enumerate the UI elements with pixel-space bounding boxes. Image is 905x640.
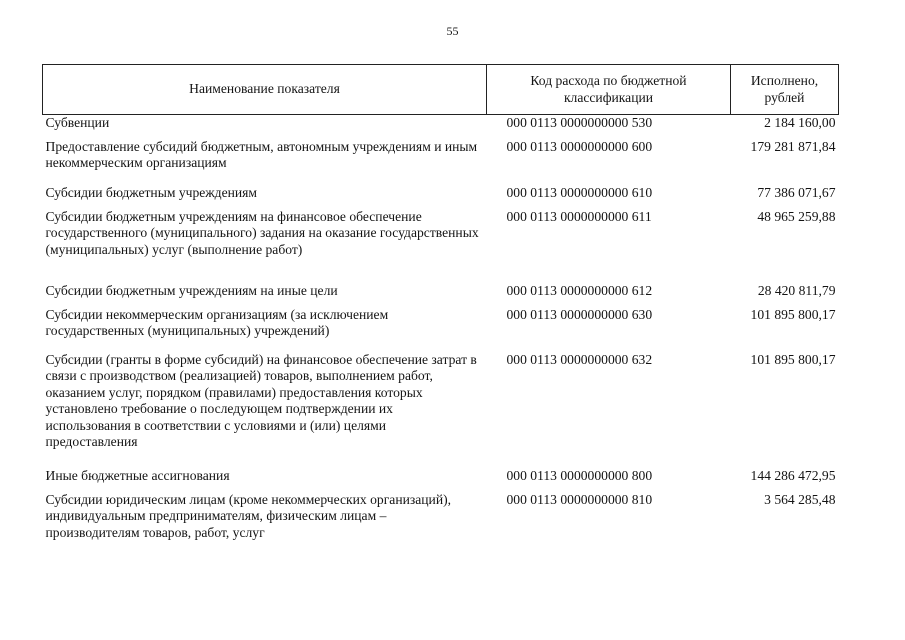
- row-code: 000 0113 0000000000 810: [506, 491, 653, 507]
- row-name: Предоставление субсидий бюджетным, автономным учреждениям и иным некоммерческим организациям: [45, 138, 478, 170]
- table-body: [43, 115, 839, 548]
- header-row: [43, 65, 839, 115]
- table-row: [43, 352, 839, 468]
- row-code: 000 0113 0000000000 611: [506, 208, 652, 224]
- row-amount: 101 895 800,17: [750, 306, 836, 322]
- table-header: [43, 65, 839, 115]
- row-amount: 48 965 259,88: [757, 208, 836, 224]
- row-name: Субсидии юридическим лицам (кроме некоммерческих организаций), индивидуальным предпринимателям, физическим лицам – производителям товаров, работ, услуг: [45, 491, 452, 540]
- row-code: 000 0113 0000000000 612: [506, 282, 653, 298]
- table-row: [43, 115, 839, 139]
- page-number: 55: [446, 24, 459, 38]
- header-budget-code: Код расхода по бюджетной классификации: [487, 65, 731, 115]
- row-name: Субвенции: [45, 115, 110, 130]
- header-indicator-name: Наименование показателя: [43, 65, 487, 115]
- row-code: 000 0113 0000000000 632: [506, 351, 653, 367]
- row-amount: 2 184 160,00: [764, 115, 836, 130]
- table-row: [43, 209, 839, 283]
- row-code: 000 0113 0000000000 630: [506, 306, 653, 322]
- row-name: Субсидии (гранты в форме субсидий) на финансовое обеспечение затрат в связи с производством (реализацией) товаров, выполнением работ, оказанием услуг, порядком (правилами) предоставления которых установлено требование о последующем подтверждении их использования в соответствии с условиями и (или) целями предоставления: [45, 351, 477, 449]
- row-amount: 179 281 871,84: [750, 138, 836, 154]
- table-row: [43, 185, 839, 209]
- row-name: Субсидии бюджетным учреждениям: [45, 184, 258, 200]
- table-row: [43, 468, 839, 492]
- row-amount: 101 895 800,17: [750, 351, 836, 367]
- table-row: [43, 307, 839, 352]
- row-amount: 144 286 472,95: [750, 467, 836, 483]
- table-row: [43, 283, 839, 307]
- row-name: Субсидии бюджетным учреждениям на финансовое обеспечение государственного (муниципального) задания на оказание государственных (муниципальных) услуг (выполнение работ): [45, 208, 479, 257]
- row-name: Субсидии некоммерческим организациям (за исключением государственных (муниципальных) учреждений): [45, 306, 389, 338]
- row-code: 000 0113 0000000000 530: [506, 115, 653, 130]
- budget-expenditure-table: [42, 64, 839, 548]
- row-code: 000 0113 0000000000 600: [506, 138, 653, 154]
- row-amount: 3 564 285,48: [764, 491, 836, 507]
- table-row: [43, 492, 839, 548]
- row-name: Иные бюджетные ассигнования: [45, 467, 230, 483]
- row-amount: 77 386 071,67: [757, 184, 836, 200]
- table-row: [43, 139, 839, 185]
- row-name: Субсидии бюджетным учреждениям на иные цели: [45, 282, 338, 298]
- row-amount: 28 420 811,79: [757, 282, 836, 298]
- row-code: 000 0113 0000000000 800: [506, 467, 653, 483]
- row-code: 000 0113 0000000000 610: [506, 184, 653, 200]
- header-executed-amount: Исполнено, рублей: [731, 65, 839, 115]
